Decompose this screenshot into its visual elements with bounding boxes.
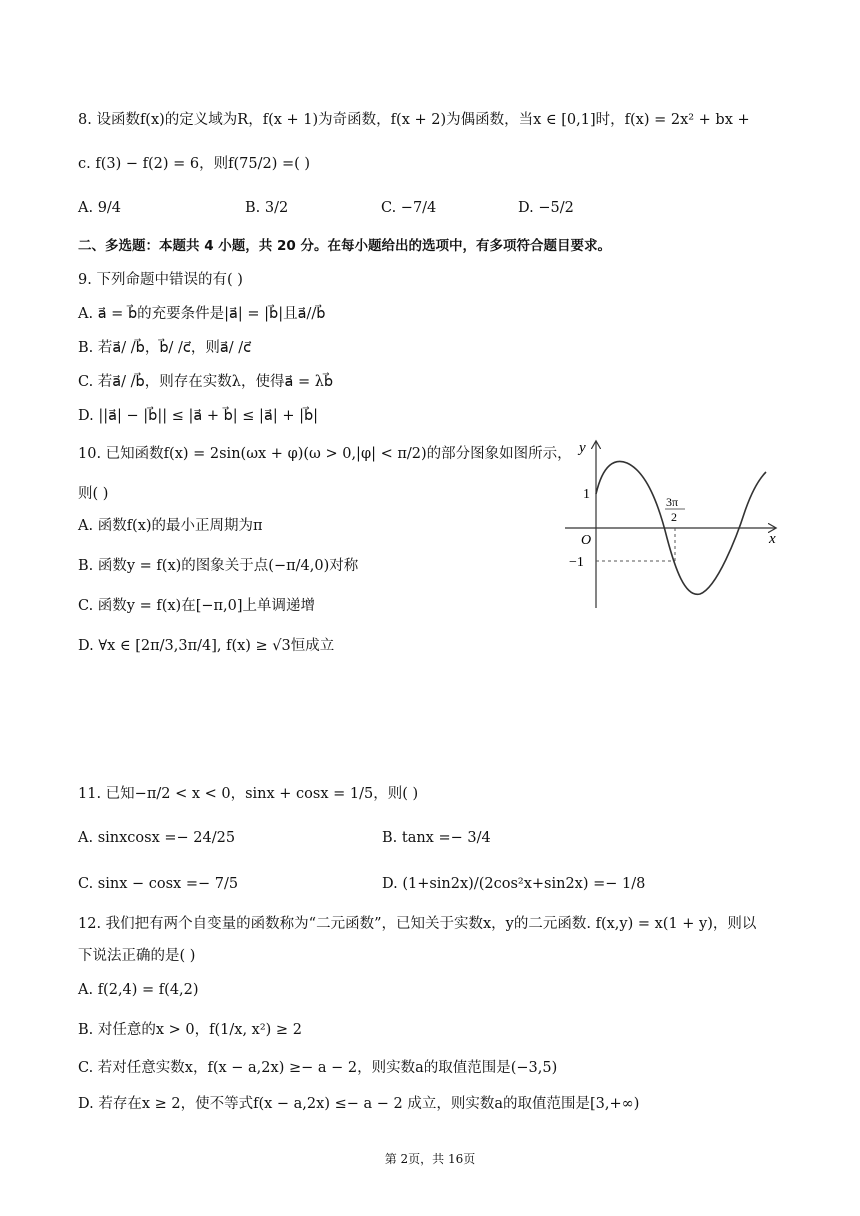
q10-line1: 10. 已知函数f(x) = 2sin(ωx + φ)(ω > 0,|φ| < π/2)的部分图象如图所示，: [78, 446, 572, 462]
q12-option-d: D. 若存在x ≥ 2，使不等式f(x − a,2x) ≤− a − 2 成立，则实数a的取值范围是[3,+∞): [78, 1096, 640, 1112]
q11-option-c: C. sinx − cosx =− 7/5: [78, 876, 239, 892]
q8-option-c: C. −7/4: [381, 200, 437, 216]
q12-option-a: A. f(2,4) = f(4,2): [78, 982, 199, 998]
sine-graph: [555, 436, 785, 616]
q11-option-b: B. tanx =− 3/4: [382, 830, 491, 846]
q9-option-c: C. 若a⃗/ /b⃗，则存在实数λ，使得a⃗ = λb⃗: [78, 374, 334, 390]
origin-label: O: [581, 533, 592, 548]
y-tick-1: 1: [583, 487, 590, 502]
y-tick-neg1: −1: [569, 555, 584, 570]
section-heading: 二、多选题：本题共 4 小题，共 20 分。在每小题给出的选项中，有多项符合题目要求。: [78, 238, 611, 254]
q8-option-b: B. 3/2: [245, 200, 289, 216]
q9-option-a: A. a⃗ = b⃗的充要条件是|a⃗| = |b⃗|且a⃗//b⃗: [78, 306, 326, 322]
q9-stem: 9. 下列命题中错误的有( ): [78, 272, 243, 288]
x-mark-numerator: 3π: [666, 495, 679, 509]
q11-option-d: D. (1+sin2x)/(2cos²x+sin2x) =− 1/8: [382, 876, 646, 892]
x-axis-label: x: [769, 531, 776, 547]
q10-option-c: C. 函数y = f(x)在[−π,0]上单调递增: [78, 598, 316, 614]
q8-option-d: D. −5/2: [518, 200, 574, 216]
q9-option-d: D. ||a⃗| − |b⃗|| ≤ |a⃗ + b⃗| ≤ |a⃗| + |b⃗|: [78, 408, 319, 424]
q8-line1: 8. 设函数f(x)的定义域为R，f(x + 1)为奇函数，f(x + 2)为偶函数，当x ∈ [0,1]时，f(x) = 2x² + bx +: [78, 112, 750, 128]
x-mark-denominator: 2: [671, 510, 677, 524]
q8-option-a: A. 9/4: [78, 200, 122, 216]
q12-option-b: B. 对任意的x > 0，f(1/x, x²) ≥ 2: [78, 1022, 302, 1038]
q8-line2: c. f(3) − f(2) = 6，则f(75/2) =( ): [78, 156, 311, 172]
q11-stem: 11. 已知−π/2 < x < 0，sinx + cosx = 1/5，则( ): [78, 786, 419, 802]
q10-option-a: A. 函数f(x)的最小正周期为π: [78, 518, 263, 534]
q12-line1: 12. 我们把有两个自变量的函数称为“二元函数”，已知关于实数x，y的二元函数. f(x,y) = x(1 + y)，则以: [78, 916, 757, 932]
y-axis-label: y: [579, 440, 586, 456]
q10-option-d: D. ∀x ∈ [2π/3,3π/4], f(x) ≥ √3恒成立: [78, 638, 335, 654]
q10-option-b: B. 函数y = f(x)的图象关于点(−π/4,0)对称: [78, 558, 359, 574]
q12-line2: 下说法正确的是( ): [78, 948, 196, 964]
q12-option-c: C. 若对任意实数x，f(x − a,2x) ≥− a − 2，则实数a的取值范围是(−3,5): [78, 1060, 558, 1076]
page-footer: 第 2页，共 16页: [384, 1152, 476, 1166]
q11-option-a: A. sinxcosx =− 24/25: [78, 830, 236, 846]
q9-option-b: B. 若a⃗/ /b⃗，b⃗/ /c⃗，则a⃗/ /c⃗: [78, 340, 252, 356]
q10-line2: 则( ): [78, 486, 109, 502]
